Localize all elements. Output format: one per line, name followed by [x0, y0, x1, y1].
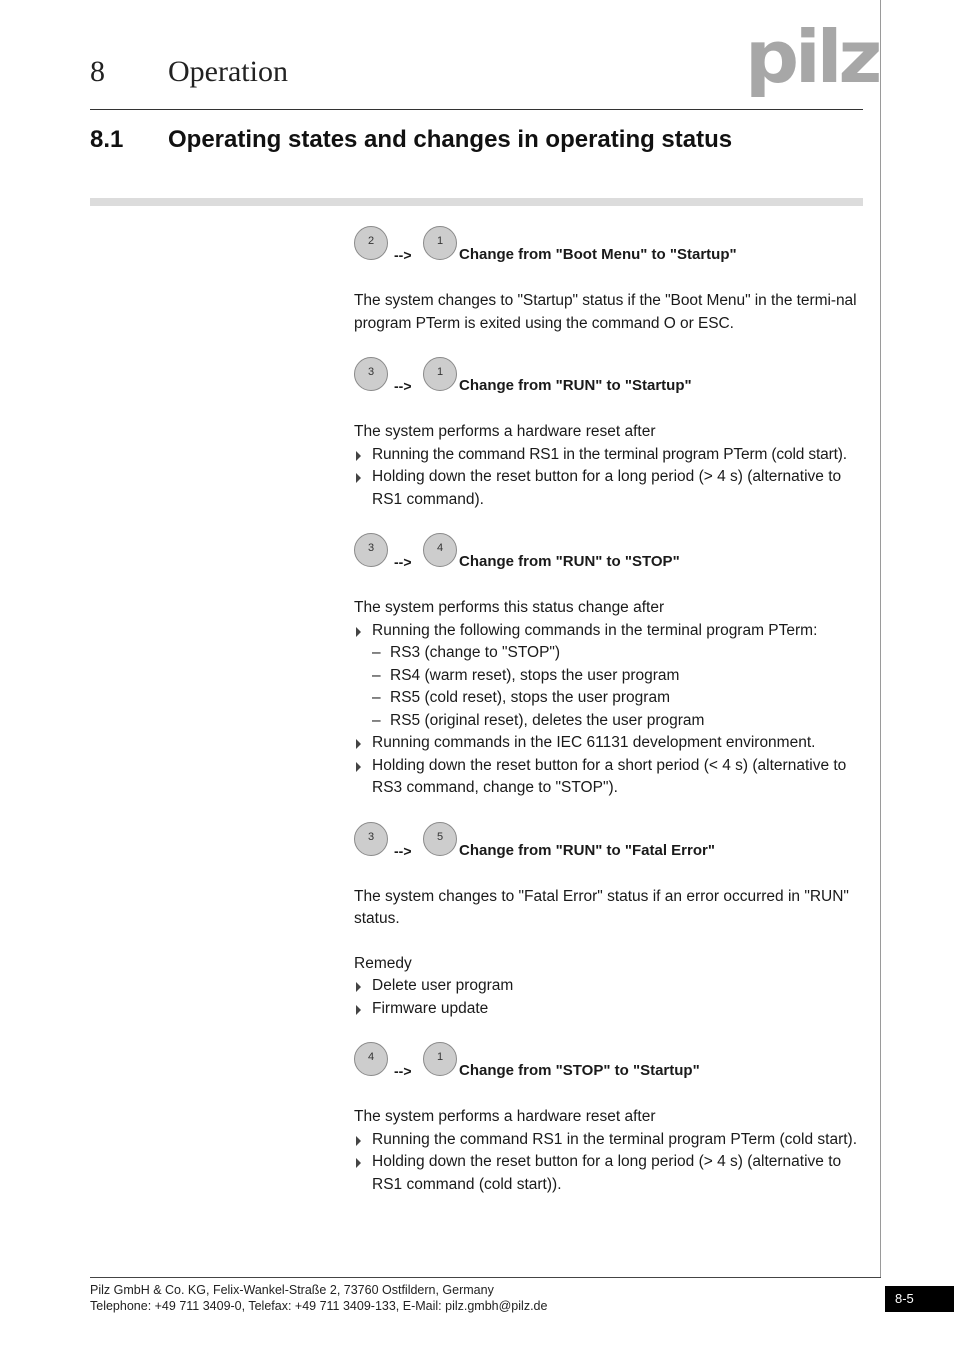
section-heading [90, 124, 732, 156]
bullet-arrow-icon [356, 1136, 361, 1146]
pilz-logo: pilz [745, 15, 879, 99]
transition-title: Change from "RUN" to "STOP" [459, 553, 680, 570]
bullet-arrow-icon [356, 739, 361, 749]
state-circle-to: 4 [423, 533, 457, 567]
section-grey-bar [90, 198, 863, 206]
list-item: Holding down the reset button for a long period (> 4 s) (alternative to RS1 command (cold start)). [354, 1151, 866, 1196]
state-circle-from: 3 [354, 357, 388, 391]
list-item: Running the command RS1 in the terminal program PTerm (cold start). [354, 1129, 866, 1152]
bullet-arrow-icon [356, 762, 361, 772]
transition-header [354, 533, 866, 575]
section-number: 8.1 [90, 126, 124, 153]
bullet-list [354, 975, 866, 1020]
remedy-label: Remedy [354, 954, 412, 972]
state-circle-to: 1 [423, 1042, 457, 1076]
sub-list-item: – RS4 (warm reset), stops the user program [372, 666, 680, 684]
page-number: 8-5 [885, 1286, 954, 1312]
bullet-arrow-icon [356, 1158, 361, 1168]
bullet-list [354, 620, 866, 800]
section-title: Operating states and changes in operating status [168, 126, 733, 153]
state-circle-to: 5 [423, 822, 457, 856]
transition-arrow: --> [394, 378, 412, 394]
list-item: Running the command RS1 in the terminal program PTerm (cold start). [354, 444, 866, 467]
bullet-list [354, 444, 866, 512]
chapter-heading [90, 52, 288, 92]
main-content [354, 226, 866, 1218]
footer-contact: Telephone: +49 711 3409-0, Telefax: +49 711 3409-133, E-Mail: pilz.gmbh@pilz.de [90, 1299, 548, 1313]
header-divider [90, 109, 863, 110]
footer [90, 1282, 547, 1314]
state-circle-from: 3 [354, 822, 388, 856]
list-item: Holding down the reset button for a short period (< 4 s) (alternative to RS3 command, change to "STOP"). [354, 755, 866, 800]
transition-arrow: --> [394, 842, 412, 859]
bullet-arrow-icon [356, 1005, 361, 1015]
transition-title: Change from "Boot Menu" to "Startup" [459, 246, 737, 263]
transition-header [354, 822, 866, 864]
transition-header [354, 357, 866, 399]
transition-title: Change from "STOP" to "Startup" [459, 1062, 700, 1079]
state-circle-from: 4 [354, 1042, 388, 1076]
list-item: Holding down the reset button for a long period (> 4 s) (alternative to RS1 command). [354, 466, 866, 511]
sub-list-item: – RS3 (change to "STOP") [372, 644, 561, 661]
list-item: Delete user program [354, 975, 866, 998]
chapter-title: Operation [168, 55, 288, 88]
bullet-arrow-icon [356, 451, 361, 461]
bullet-arrow-icon [356, 473, 361, 483]
paragraph: The system changes to "Fatal Error" status if an error occurred in "RUN" status. [354, 887, 849, 927]
intro-text: The system performs a hardware reset after [354, 423, 656, 440]
transition-title: Change from "RUN" to "Fatal Error" [459, 841, 715, 859]
intro-text: The system performs this status change after [354, 599, 665, 616]
list-item: Running commands in the IEC 61131 development environment. [354, 732, 866, 755]
transition-title: Change from "RUN" to "Startup" [459, 377, 692, 394]
list-item: Firmware update [354, 998, 866, 1021]
chapter-number: 8 [90, 55, 105, 88]
sub-list-item: – RS5 (original reset), deletes the user program [372, 711, 705, 729]
transition-arrow: --> [394, 247, 412, 263]
right-margin-line [880, 0, 881, 1277]
transition-arrow: --> [394, 1063, 412, 1079]
paragraph: The system changes to "Startup" status if the "Boot Menu" in the termi-nal program PTerm is exited using the command O or ESC. [354, 292, 857, 332]
bullet-arrow-icon [356, 982, 361, 992]
transition-header [354, 1042, 866, 1084]
transition-header [354, 226, 866, 268]
footer-address: Pilz GmbH & Co. KG, Felix-Wankel-Straße 2, 73760 Ostfildern, Germany [90, 1283, 494, 1297]
list-item: Running the following commands in the terminal program PTerm: [354, 620, 866, 643]
state-circle-to: 1 [423, 357, 457, 391]
state-circle-from: 3 [354, 533, 388, 567]
state-circle-to: 1 [423, 226, 457, 260]
sub-list-item: – RS5 (cold reset), stops the user program [372, 689, 670, 706]
state-circle-from: 2 [354, 226, 388, 260]
intro-text: The system performs a hardware reset after [354, 1108, 656, 1125]
bullet-list [354, 1129, 866, 1197]
footer-divider [90, 1277, 881, 1278]
bullet-arrow-icon [356, 627, 361, 637]
transition-arrow: --> [394, 554, 412, 570]
